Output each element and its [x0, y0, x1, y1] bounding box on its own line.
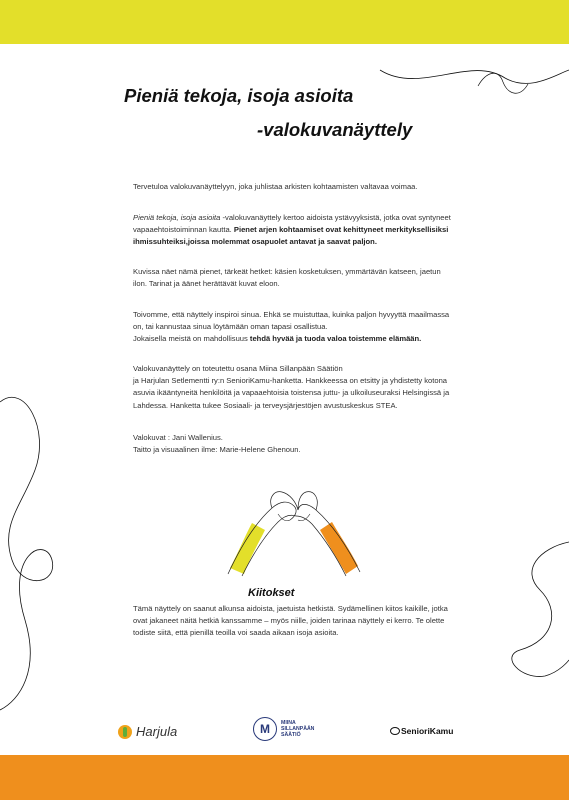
- description-bold: Pienet arjen kohtaamiset ovat kehittyneet merkityksellisiksi ihmissuhteiksi,joissa molemmat osapuolet antavat ja saavat paljon.: [133, 225, 449, 247]
- inspiration-bold: tehdä hyvää ja tuoda valoa toistemme elämään.: [249, 334, 422, 344]
- inspiration-text: Toivomme, että näyttely inspiroi sinua. Ehkä se muistuttaa, kuinka paljon hyvyyttä maailmassa on, tai kannustaa sinua löytämään oman tapasi osallistua.: [133, 310, 450, 332]
- description-paragraph: [133, 212, 453, 249]
- seniorikamu-logo: [390, 726, 453, 736]
- top-color-band: [0, 0, 569, 44]
- page-title-line2: -valokuvanäyttely: [257, 119, 413, 140]
- harjula-logo-icon: [118, 725, 132, 739]
- photo-credit: Valokuvat : Jani Wallenius.: [133, 433, 223, 442]
- thanks-title: Kiitokset: [248, 587, 295, 599]
- bottom-color-band: [0, 755, 569, 800]
- intro-text: Tervetuloa valokuvanäyttelyyn, joka juhlistaa arkisten kohtaamisten valtavaa voimaa.: [133, 182, 418, 191]
- hands-heart-illustration: [220, 478, 380, 578]
- credits-paragraph: [133, 432, 453, 456]
- inspiration-paragraph: [133, 309, 453, 346]
- harjula-logo: [118, 724, 177, 739]
- left-arm-yellow: [230, 523, 265, 574]
- project-text-line2: ja Harjulan Setlementti ry:n SenioriKamu-hanketta. Hankkeessa on etsitty ja yhdistetty kotona asuvia ikääntyneitä henkilöitä ja vapaaehtoisia toistensa juttu- ja ulkoiluseuraksi Helsingissä ja Lahdessa. Hanketta tukee Sosiaali- ja terveysjärjestöjen avustuskeskus STEA.: [133, 376, 450, 410]
- project-text-line1: Valokuvanäyttely on toteutettu osana Miina Sillanpään Säätiön: [133, 364, 343, 373]
- miina-sillanpaa-logo: [253, 717, 314, 741]
- thanks-text: Tämä näyttely on saanut alkunsa aidoista, jaetuista hetkistä. Sydämellinen kiitos kaikille, jotka ovat jakaneet näitä hetkiä kanssamme – myös niille, joiden tarinaa näyttely ei kerro. Te olette todiste siitä, että pienillä teoilla voi saada aikaan isoja asioita.: [133, 604, 448, 638]
- seniorikamu-logo-text: SenioriKamu: [401, 726, 454, 736]
- project-paragraph: [133, 363, 453, 412]
- page-title-line1: Pieniä tekoja, isoja asioita: [124, 85, 354, 106]
- intro-paragraph: [133, 181, 453, 193]
- right-arm-orange: [320, 522, 358, 574]
- exhibition-name: Pieniä tekoja, isoja asioita: [133, 213, 221, 222]
- layout-credit: Taitto ja visuaalinen ilme: Marie-Helene Ghenoun.: [133, 445, 301, 455]
- speech-bubble-icon: [390, 727, 400, 735]
- inspiration-closing: Jokaisella meistä on mahdollisuus tehdä hyvää ja tuoda valoa toistemme elämään.: [133, 334, 422, 344]
- moments-text: Kuvissa näet nämä pienet, tärkeät hetket: käsien kosketuksen, ymmärtävän katseen, jaetun ilon. Tarinat ja äänet herättävät kuvat eloon.: [133, 267, 441, 289]
- thanks-paragraph: [133, 603, 453, 640]
- miina-logo-text: MIINA SILLANPÄÄN SÄÄTIÖ: [281, 720, 315, 738]
- harjula-logo-text: Harjula: [136, 724, 178, 739]
- moments-paragraph: [133, 266, 453, 290]
- miina-logo-icon: M: [253, 717, 277, 741]
- description-text: Pieniä tekoja, isoja asioita -valokuvanäyttely kertoo aidoista ystävyyksistä, jotka ovat syntyneet vapaaehtoistoiminnan kautta. Pienet arjen kohtaamiset ovat kehittyneet merkityksellisiksi ihmissuhteiksi,joissa molemmat osapuolet antavat ja saavat paljon.: [133, 213, 451, 247]
